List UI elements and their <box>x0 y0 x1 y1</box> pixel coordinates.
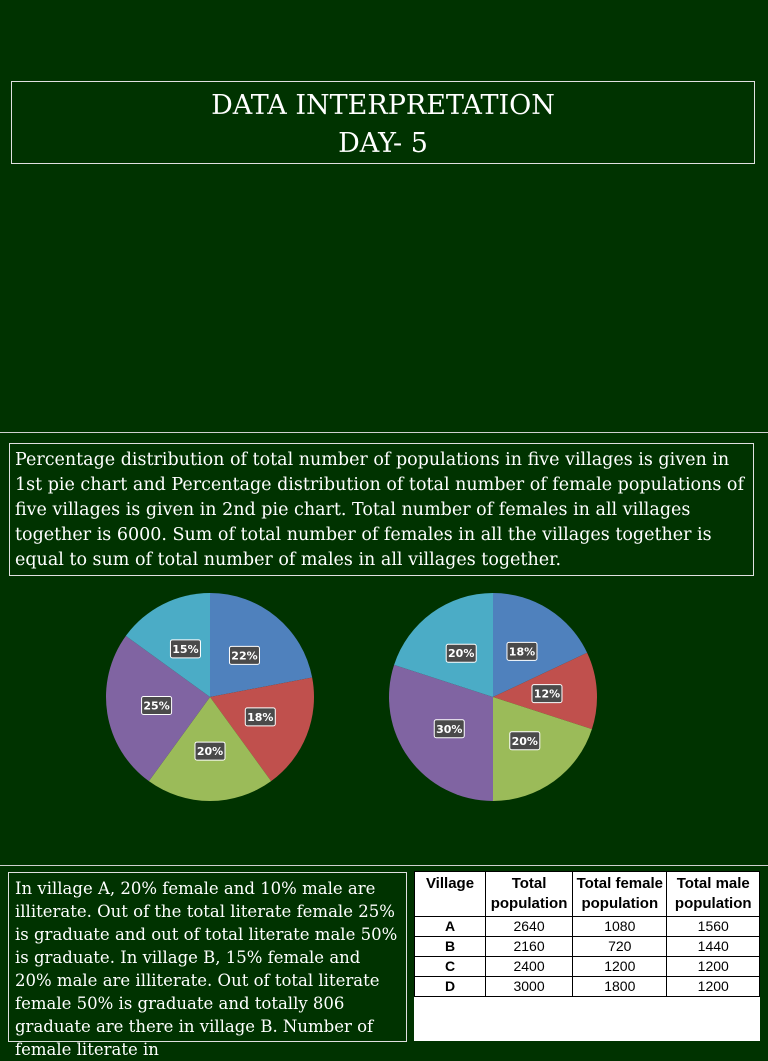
title-line-1: DATA INTERPRETATION <box>211 90 555 121</box>
table-cell: 2160 <box>486 937 573 957</box>
pie-data-label <box>170 640 200 658</box>
svg-text:20%: 20% <box>196 745 224 759</box>
village-table <box>414 871 760 1041</box>
question-slide <box>0 433 768 865</box>
svg-text:15%: 15% <box>172 642 199 656</box>
svg-text:20%: 20% <box>448 647 475 661</box>
table-cell: 720 <box>573 937 667 957</box>
title-slide <box>0 0 768 432</box>
svg-text:30%: 30% <box>436 722 463 736</box>
pie-data-label <box>195 742 225 760</box>
pie-data-label <box>142 696 172 714</box>
table-row <box>415 937 760 957</box>
table-cell: 1200 <box>667 977 760 997</box>
svg-text:25%: 25% <box>143 699 170 713</box>
table-row <box>415 977 760 997</box>
table-header-3: Total male population <box>667 872 760 917</box>
svg-text:18%: 18% <box>247 710 274 724</box>
table-cell: 1800 <box>573 977 667 997</box>
pie-data-label <box>229 646 259 664</box>
table-cell: 1200 <box>667 957 760 977</box>
description-box: Percentage distribution of total number of populations in five villages is given in 1st pie chart and Percentage distribution of total number of female populations of five villages is given in 2nd pie chart. Total number of females in all villages together is 6000. Sum of total number of females in all the villages together is equal to sum of total number of males in all villages together. <box>9 443 754 576</box>
table-header-1: Total population <box>486 872 573 917</box>
pie-data-label <box>532 685 562 703</box>
table-cell: 2400 <box>486 957 573 977</box>
table-body <box>415 917 760 997</box>
data-slide <box>0 866 768 1059</box>
pie-data-label <box>510 732 540 750</box>
table-cell: D <box>415 977 486 997</box>
title-box <box>11 81 755 164</box>
table-cell: 1440 <box>667 937 760 957</box>
title-line-2: DAY- 5 <box>338 128 428 159</box>
pie-data-label <box>446 644 476 662</box>
table-cell: 1080 <box>573 917 667 937</box>
svg-text:22%: 22% <box>231 649 258 663</box>
pie-chart-total-population <box>100 587 320 807</box>
table-cell: 1560 <box>667 917 760 937</box>
table-header-row <box>415 872 760 917</box>
svg-text:18%: 18% <box>508 645 536 659</box>
table-header-0: Village <box>415 872 486 917</box>
svg-text:12%: 12% <box>533 687 561 701</box>
table-cell: 1200 <box>573 957 667 977</box>
table-cell: C <box>415 957 486 977</box>
table-cell: A <box>415 917 486 937</box>
table-cell: B <box>415 937 486 957</box>
pie-data-label <box>507 642 537 660</box>
table-cell: 2640 <box>486 917 573 937</box>
table-row <box>415 957 760 977</box>
table-cell: 3000 <box>486 977 573 997</box>
table-row <box>415 917 760 937</box>
table-header-2: Total female population <box>573 872 667 917</box>
condition-box: In village A, 20% female and 10% male are illiterate. Out of the total literate female 25% is graduate and out of total literate male 50% is graduate. In village B, 15% female and 20% male are illiterate. Out of total literate female 50% is graduate and totally 806 graduate are there in village B. Number of female literate in <box>8 872 407 1042</box>
svg-text:20%: 20% <box>511 734 538 748</box>
pie-data-label <box>245 708 275 726</box>
pie-data-label <box>434 720 464 738</box>
pie-chart-female-population <box>383 587 603 807</box>
